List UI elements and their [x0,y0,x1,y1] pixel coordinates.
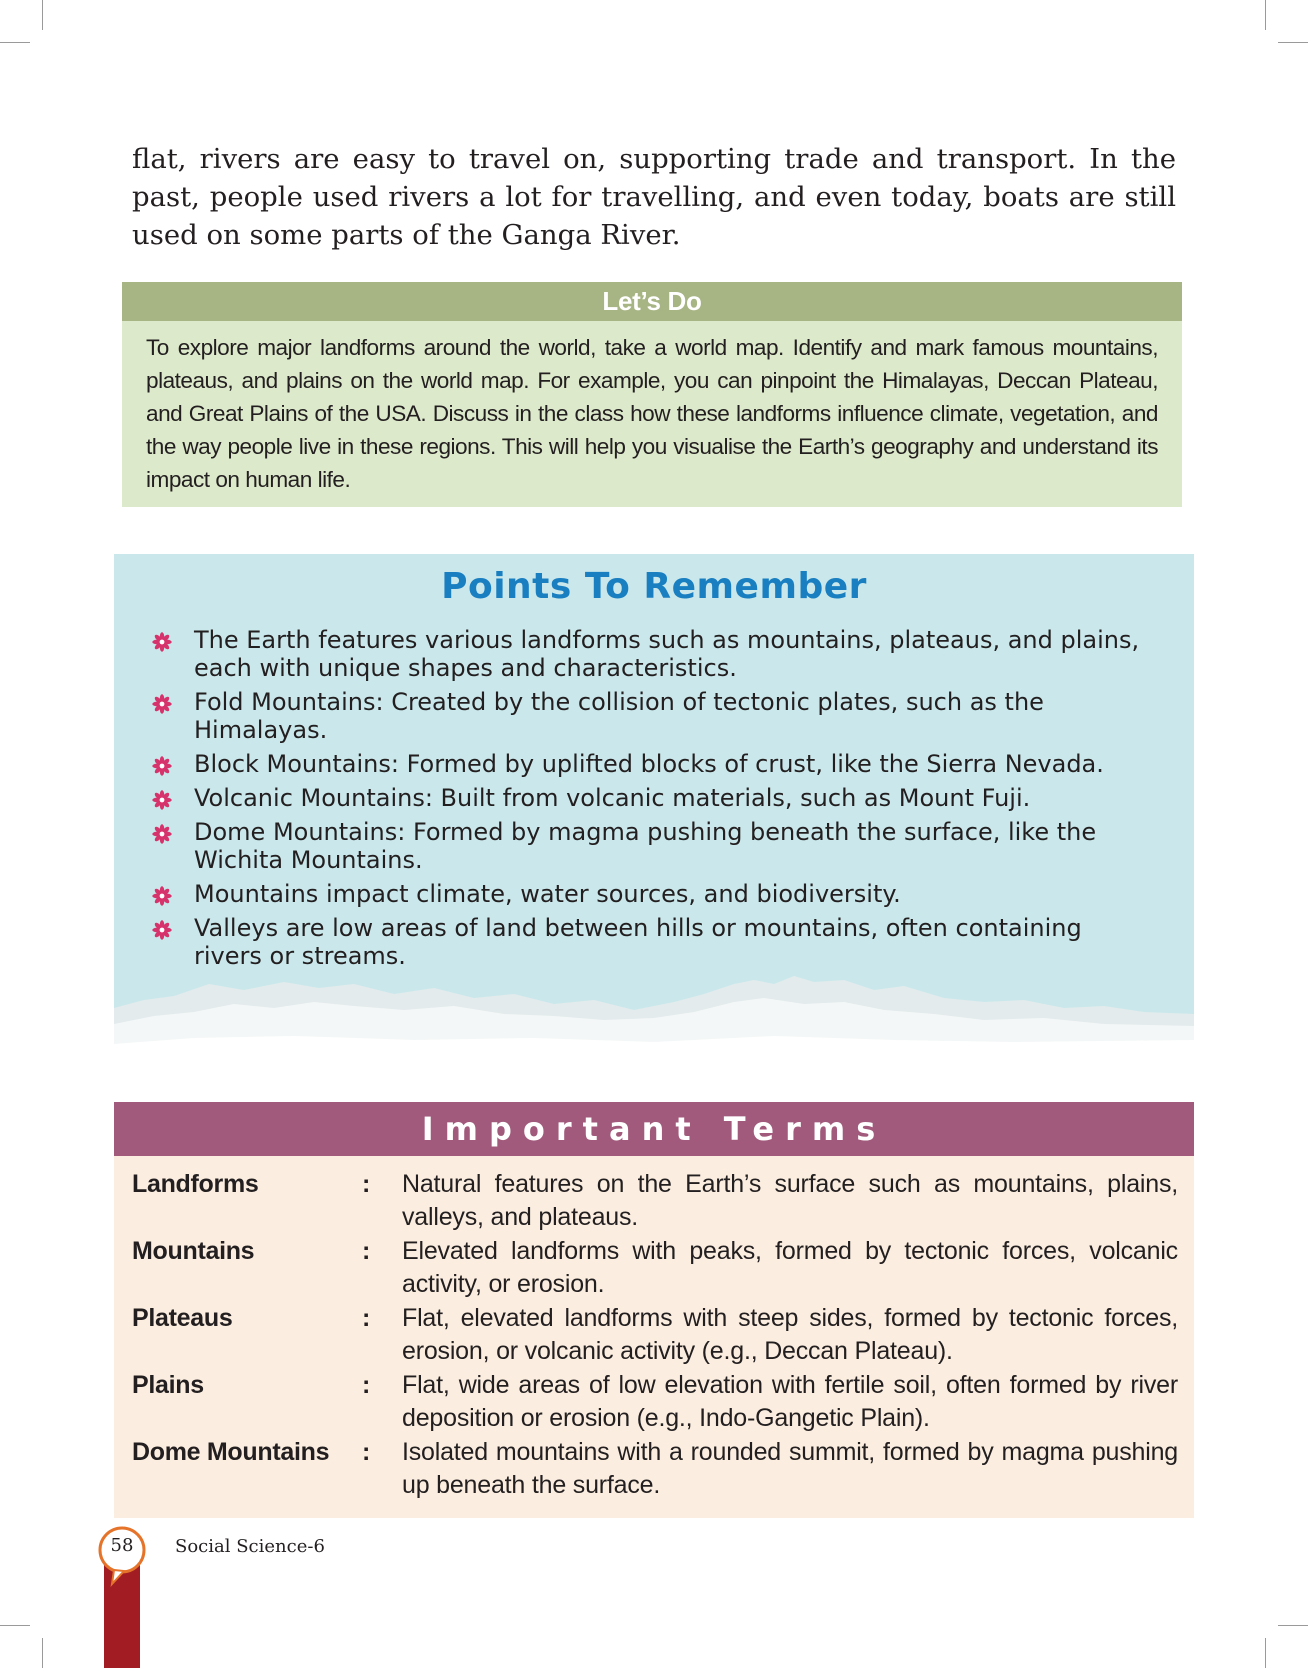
lets-do-text: To explore major landforms around the world, take a world map. Identify and mark famous mountains, plateaus, and plains on the world map. For example, you can pinpoint the Himalayas, Deccan Plateau, and Great Plains of the USA. Discuss in the class how these landforms influence climate, vegetation, and the way people live in these regions. This will help you visualise the Earth’s geography and understand its impact on human life. [146,335,1158,492]
term-definition: Elevated landforms with peaks, formed by tectonic forces, volcanic activity, or erosion. [402,1237,1178,1298]
list-item [152,688,1152,744]
crop-mark [42,0,43,30]
term-colon: : [362,1304,371,1332]
points-to-remember-box [114,554,1194,1074]
point-text: Valleys are low areas of land between hills or mountains, often containing rivers or streams. [194,914,1082,970]
lets-do-box [122,321,1182,507]
points-list [152,626,1152,976]
term-definition: Natural features on the Earth’s surface such as mountains, plains, valleys, and plateaus. [402,1170,1178,1231]
flower-bullet-icon [152,630,172,650]
point-text: Volcanic Mountains: Built from volcanic materials, such as Mount Fuji. [194,784,1031,812]
important-terms-box [114,1156,1194,1518]
term-name: Dome Mountains [132,1438,330,1466]
page-number: 58 [110,1535,134,1556]
point-text: The Earth features various landforms such as mountains, plateaus, and plains, each with unique shapes and characteristics. [194,626,1140,682]
term-name: Plateaus [132,1304,233,1332]
list-item [152,626,1152,682]
flower-bullet-icon [152,918,172,938]
point-text: Dome Mountains: Formed by magma pushing beneath the surface, like the Wichita Mountains. [194,818,1097,874]
book-title: Social Science-6 [175,1536,325,1557]
flower-bullet-icon [152,822,172,842]
list-item [152,880,1152,908]
term-name: Mountains [132,1237,255,1265]
point-text: Block Mountains: Formed by uplifted blocks of crust, like the Sierra Nevada. [194,750,1104,778]
term-definition: Isolated mountains with a rounded summit, formed by magma pushing up beneath the surface. [402,1438,1178,1499]
crop-mark [42,1638,43,1668]
term-colon: : [362,1371,371,1399]
lets-do-title: Let’s Do [122,282,1182,321]
flower-bullet-icon [152,754,172,774]
flower-bullet-icon [152,788,172,808]
term-definition: Flat, elevated landforms with steep sides, formed by tectonic forces, erosion, or volcanic activity (e.g., Deccan Plateau). [402,1304,1178,1365]
point-text: Fold Mountains: Created by the collision of tectonic plates, such as the Himalayas. [194,688,1044,744]
term-definition: Flat, wide areas of low elevation with fertile soil, often formed by river deposition or erosion (e.g., Indo-Gangetic Plain). [402,1371,1178,1432]
crop-mark [1278,42,1308,43]
snowy-mountain-illustration [114,954,1194,1074]
crop-mark [0,1625,30,1626]
important-terms-title: Important Terms [114,1102,1194,1156]
term-name: Landforms [132,1170,259,1198]
list-item [152,818,1152,874]
flower-bullet-icon [152,884,172,904]
flower-bullet-icon [152,692,172,712]
list-item [152,784,1152,812]
crop-mark [1265,1638,1266,1668]
crop-mark [1265,0,1266,30]
list-item [152,750,1152,778]
points-to-remember-title: Points To Remember [441,566,867,607]
term-colon: : [362,1170,371,1198]
crop-mark [0,42,30,43]
crop-mark [1278,1625,1308,1626]
term-colon: : [362,1438,371,1466]
term-name: Plains [132,1371,204,1399]
intro-paragraph: flat, rivers are easy to travel on, supporting trade and transport. In the past, people used rivers a lot for travelling, and even today, boats are still used on some parts of the Ganga River. [132,143,1176,251]
point-text: Mountains impact climate, water sources, and biodiversity. [194,880,901,908]
term-colon: : [362,1237,371,1265]
